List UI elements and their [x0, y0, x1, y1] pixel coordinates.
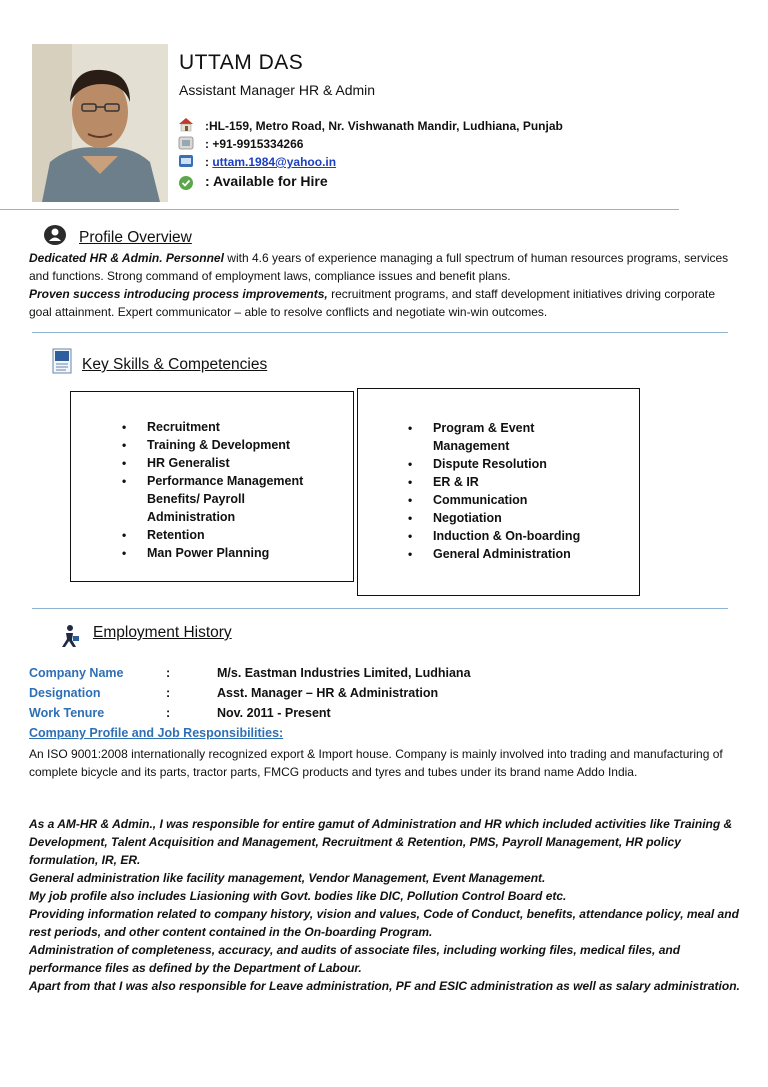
responsibility-item: Apart from that I was also responsible for Leave administration, PF and ESIC administration as well as salary administration.: [29, 979, 740, 993]
skill-item: • Program & Event Management: [406, 419, 606, 455]
profile-divider: [32, 332, 728, 333]
candidate-name: UTTAM DAS: [179, 51, 304, 74]
responsibility-item: As a AM-HR & Admin., I was responsible for entire gamut of Administration and HR which included activities like Training & Development, Talent Acquisition and Management, Recruitment & Retention, PMS, Payroll Management, HR policy formulation, IR, ER.: [29, 817, 733, 867]
email-icon: [178, 153, 194, 169]
profile-icon: [43, 224, 67, 246]
company-description: An ISO 9001:2008 internationally recognized export & Import house. Company is mainly involved into trading and manufacturing of complete bicycle and its parts, tractor parts, FMCG products and tyres and tubes under its brand name Addo India.: [29, 747, 723, 779]
skills-list-right: [406, 419, 606, 563]
employment-icon: [58, 624, 80, 648]
company-profile-heading: Company Profile and Job Responsibilities:: [29, 726, 284, 740]
profile-photo: [32, 44, 168, 202]
label-company-name: Company Name: [29, 666, 124, 680]
candidate-title: Assistant Manager HR & Admin: [179, 82, 376, 98]
skill-item: • Performance Management Benefits/ Payroll Administration: [120, 472, 320, 526]
value-work-tenure: Nov. 2011 - Present: [217, 706, 331, 720]
responsibility-item: My job profile also includes Liasioning with Govt. bodies like DIC, Pollution Control Board etc.: [29, 889, 567, 903]
skill-item: • Man Power Planning: [120, 544, 320, 562]
skill-item: • Retention: [120, 526, 320, 544]
home-icon: [178, 116, 194, 132]
address-text: :HL-159, Metro Road, Nr. Vishwanath Mandir, Ludhiana, Punjab: [205, 119, 563, 133]
header-divider: [0, 209, 679, 210]
email-link[interactable]: uttam.1984@yahoo.in: [212, 155, 337, 169]
skill-item: • General Administration: [406, 545, 606, 563]
skills-heading: Key Skills & Competencies: [82, 356, 268, 373]
skills-icon: [52, 348, 72, 374]
value-company-name: M/s. Eastman Industries Limited, Ludhiana: [217, 666, 471, 680]
skill-item: • Dispute Resolution: [406, 455, 606, 473]
skill-item: • ER & IR: [406, 473, 606, 491]
skill-item: • Training & Development: [120, 436, 320, 454]
email-line: : uttam.1984@yahoo.in: [205, 155, 337, 169]
responsibility-item: Providing information related to company history, vision and values, Code of Conduct, benefits, attendance policy, meal and rest periods, and other content contained in the On-boarding Program.: [29, 907, 739, 939]
phone-icon: [178, 135, 194, 151]
check-icon: [178, 175, 194, 191]
skill-item: • Induction & On-boarding: [406, 527, 606, 545]
sep-designation: :: [166, 686, 171, 700]
skills-divider: [32, 608, 728, 609]
sep-work-tenure: :: [166, 706, 171, 720]
phone-text: : +91-9915334266: [205, 137, 304, 151]
skill-item: • Communication: [406, 491, 606, 509]
responsibilities: [29, 815, 741, 995]
skill-item: • Recruitment: [120, 418, 320, 436]
sep-company-name: :: [166, 666, 171, 680]
availability-text: : Available for Hire: [205, 173, 328, 189]
skill-item: • Negotiation: [406, 509, 606, 527]
label-work-tenure: Work Tenure: [29, 706, 105, 720]
responsibility-item: General administration like facility management, Vendor Management, Event Management.: [29, 871, 546, 885]
skill-item: • HR Generalist: [120, 454, 320, 472]
skills-list-left: [120, 418, 320, 562]
profile-heading: Profile Overview: [79, 229, 192, 246]
responsibility-item: Administration of completeness, accuracy, and audits of associate files, including working files, medical files, and performance files as defined by the Department of Labour.: [29, 943, 681, 975]
employment-heading: Employment History: [93, 624, 232, 641]
profile-summary: Dedicated HR & Admin. Personnel with 4.6 years of experience managing a full spectrum of human resources programs, services and functions. Strong command of employment laws, compliance issues and benefit plans. Proven success introducing process improvements, recruitment programs, and staff development initiatives driving corporate goal attainment. Expert communicator – able to resolve conflicts and negotiate win-win outcomes.: [29, 251, 729, 319]
label-designation: Designation: [29, 686, 101, 700]
skills-box-left: [70, 391, 354, 582]
skills-box-right: [357, 388, 640, 596]
value-designation: Asst. Manager – HR & Administration: [217, 686, 439, 700]
